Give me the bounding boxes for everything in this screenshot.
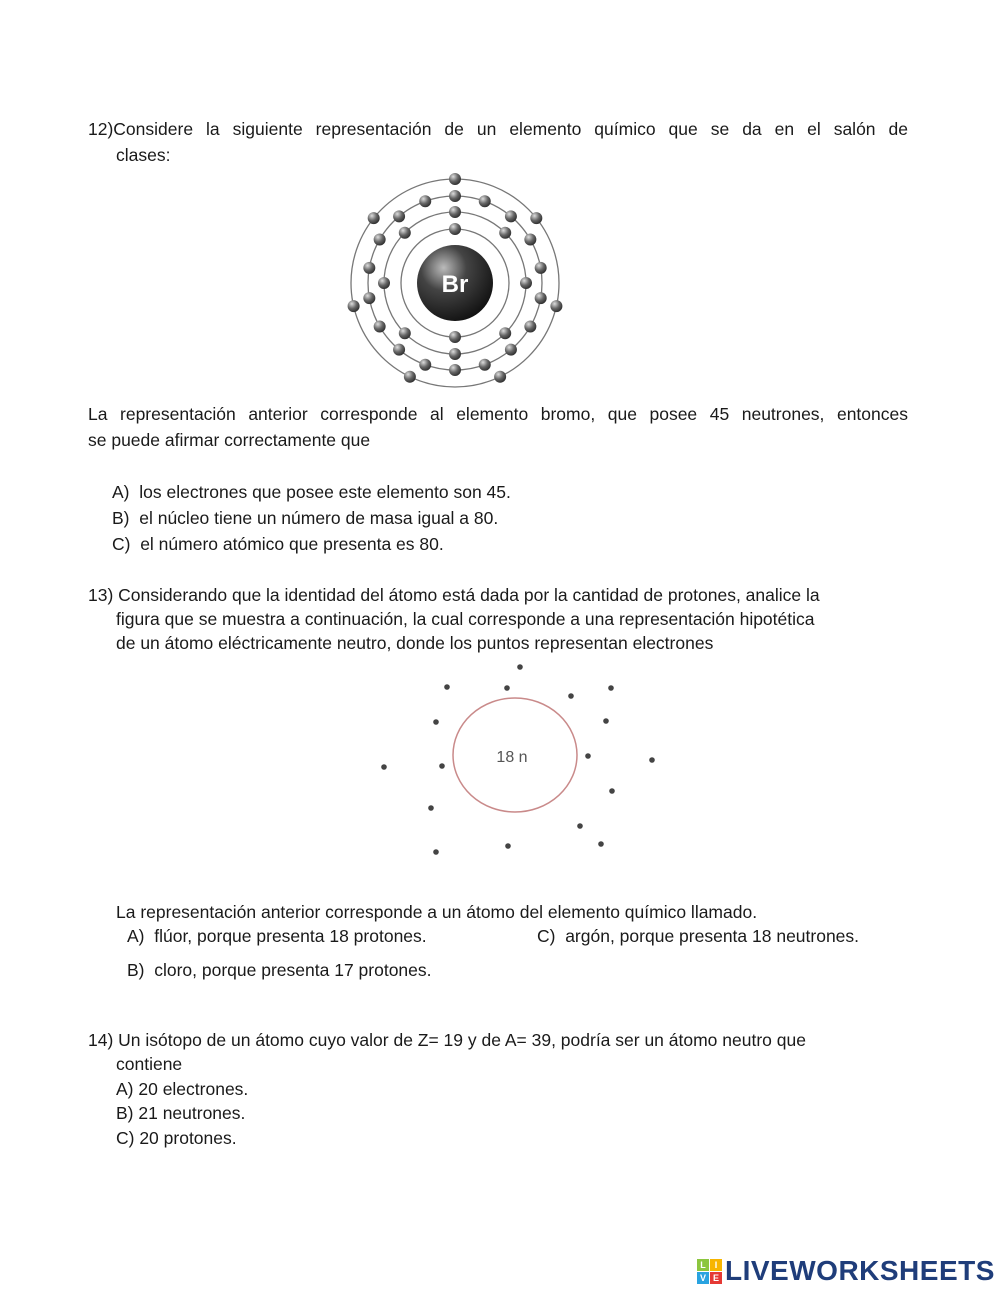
electron [348,300,360,312]
electron [393,210,405,222]
electron [494,371,506,383]
q13-stem: 13) Considerando que la identidad del átomo está dada por la cantidad de protones, analice la [88,585,820,605]
electron-dot [381,764,387,770]
electron [378,277,390,289]
hypothetical-atom-diagram [370,660,670,860]
q13-stem-cont2: de un átomo eléctricamente neutro, donde los puntos representan electrones [116,633,714,653]
electron [374,234,386,246]
electron [530,212,542,224]
electron-dot [603,718,609,724]
electron-dot [649,757,655,763]
atom-symbol: Br [441,271,469,298]
nucleus-label: 18 n [496,749,528,766]
q14-option-c[interactable]: C) 20 protones. [116,1128,237,1148]
electron [449,206,461,218]
electron-dot [598,841,604,847]
option-text: argón, porque presenta 18 neutrones. [565,926,860,946]
electron [419,195,431,207]
electron [363,292,375,304]
electron [499,227,511,239]
electron [449,364,461,376]
option-letter: B) [112,508,130,528]
electron [419,359,431,371]
electron [399,227,411,239]
q12-option-c[interactable] [112,533,444,555]
logo-badge-icon: L I V E [697,1259,722,1284]
option-letter: C) [537,926,556,946]
electron [449,348,461,360]
electron-dot [505,843,511,849]
electron [524,321,536,333]
electron [363,262,375,274]
q12-followup-cont: se puede afirmar correctamente que [88,430,371,450]
q12-stem: 12)Considere la siguiente representación de un elemento químico que se da en el salón de [88,119,908,139]
q13-followup: La representación anterior corresponde a un átomo del elemento químico llamado. [116,902,758,922]
electron [524,234,536,246]
electron-dot [504,685,510,691]
electron [479,195,491,207]
logo-text: LIVEWORKSHEETS [725,1255,995,1286]
electron [499,327,511,339]
electron-dot [433,849,439,855]
electron [368,212,380,224]
option-letter: A) [127,926,145,946]
option-letter: B) [127,960,145,980]
q13-option-b[interactable] [127,959,432,981]
electron-dot [577,823,583,829]
electron-dot [585,753,591,759]
q14-option-b[interactable]: B) 21 neutrones. [116,1103,246,1123]
q12-option-a[interactable] [112,481,511,503]
electron-dot [517,664,523,670]
option-text: flúor, porque presenta 18 protones. [154,926,427,946]
electron [393,344,405,356]
electron-dot [428,805,434,811]
q12-stem-cont: clases: [116,145,171,165]
q13-stem-cont: figura que se muestra a continuación, la cual corresponde a una representación hipotética [116,609,815,629]
electron [449,173,461,185]
electron-dot [568,693,574,699]
option-text: cloro, porque presenta 17 protones. [154,960,432,980]
electron [399,327,411,339]
electron [535,292,547,304]
q14-stem-cont: contiene [116,1054,183,1074]
option-letter: C) [112,534,131,554]
electron [505,210,517,222]
electron [449,331,461,343]
option-text: los electrones que posee este elemento son 45. [139,482,511,502]
electron [404,371,416,383]
electron-dot [609,788,615,794]
electron-dot [444,684,450,690]
q12-followup: La representación anterior corresponde al elemento bromo, que posee 45 neutrones, entonces [88,404,908,424]
electron [520,277,532,289]
electron-dot [433,719,439,725]
q14-option-a[interactable]: A) 20 electrones. [116,1079,249,1099]
electron-dot [439,763,445,769]
electron [535,262,547,274]
electron [449,190,461,202]
electron [479,359,491,371]
electron [374,321,386,333]
q13-option-c[interactable] [537,925,859,947]
liveworksheets-logo [697,1255,995,1287]
electron-dot [608,685,614,691]
option-letter: A) [112,482,130,502]
bromine-atom-diagram [340,168,570,398]
electron [449,223,461,235]
q13-option-a[interactable] [127,925,427,947]
electron [550,300,562,312]
q12-option-b[interactable] [112,507,498,529]
option-text: el núcleo tiene un número de masa igual a 80. [139,508,499,528]
option-text: el número atómico que presenta es 80. [140,534,444,554]
electron [505,344,517,356]
q14-stem: 14) Un isótopo de un átomo cuyo valor de Z= 19 y de A= 39, podría ser un átomo neutro que [88,1030,806,1050]
